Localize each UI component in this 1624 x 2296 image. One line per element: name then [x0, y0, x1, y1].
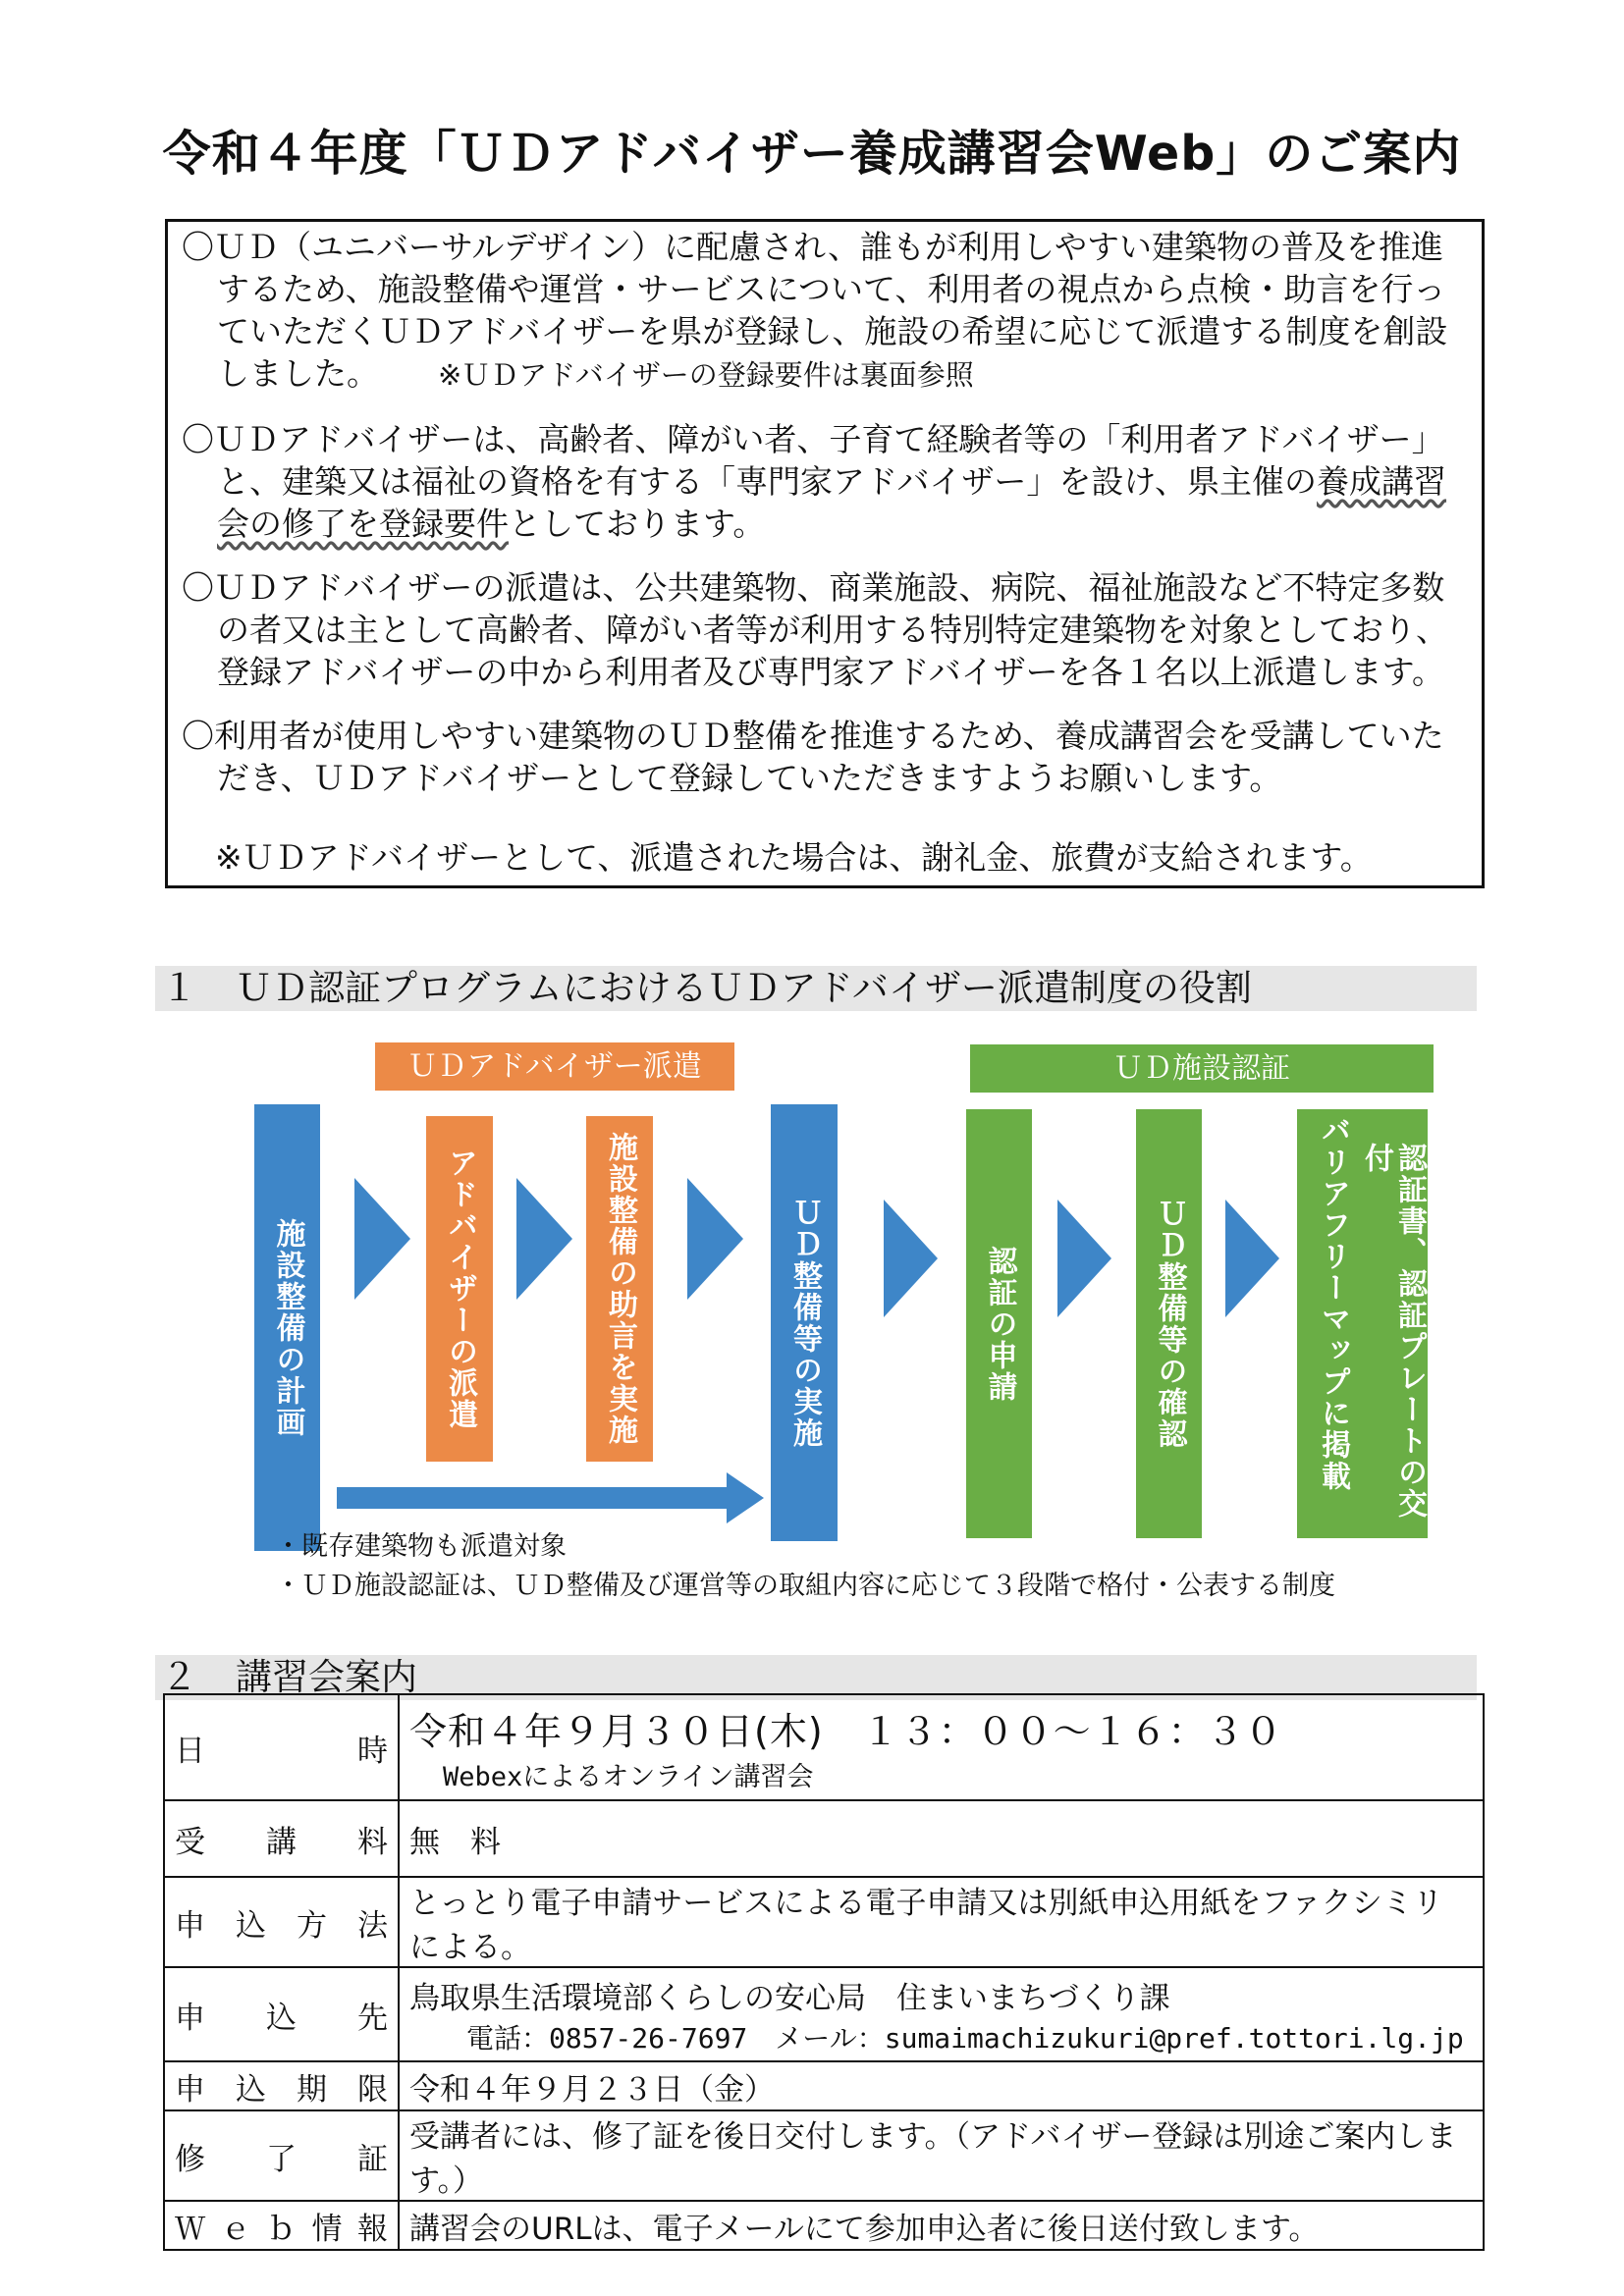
page-title: 令和４年度「ＵＤアドバイザー養成講習会Web」のご案内	[162, 126, 1462, 182]
destination-contact: 電話：0857-26-7697 メール：sumaimachizukuri@pref.tottori.lg.jp	[466, 2021, 1464, 2055]
long-arrow-icon	[337, 1472, 764, 1523]
label-deadline: 申 込 期 限	[164, 2061, 399, 2110]
intro-paragraph-1: 〇ＵＤ（ユニバーサルデザイン）に配慮され、誰もが利用しやすい建築物の普及を推進するため、施設整備や運営・サービスについて、利用者の視点から点検・助言を行っていただくＵＤアドバイザーを県が登録し、施設の希望に応じて派遣する制度を創設しました。 ※ＵＤアドバイザーの登録要件は裏面参照	[182, 228, 1448, 393]
value-date	[399, 1694, 1484, 1800]
section-1-title: ＵＤ認証プログラムにおけるＵＤアドバイザー派遣制度の役割	[236, 967, 1252, 1009]
value-fee: 無 料	[399, 1800, 1484, 1877]
intro-paragraph-4: 〇利用者が使用しやすい建築物のＵＤ整備を推進するため、養成講習会を受講していただき、ＵＤアドバイザーとして登録していただきますようお願いします。	[182, 717, 1444, 797]
note-existing-buildings: ・既存建築物も派遣対象	[275, 1531, 567, 1562]
section-2-title: 講習会案内	[236, 1656, 417, 1698]
table-row	[164, 1967, 1484, 2061]
table-row	[164, 1800, 1484, 1877]
chevron-arrow-icon	[516, 1178, 572, 1300]
underlined-requirement: 養成講習会の修了を登録要件	[217, 462, 1447, 543]
section-2-number: ２	[161, 1656, 197, 1698]
label-fee: 受 講 料	[164, 1800, 399, 1877]
value-deadline: 令和４年９月２３日（金）	[399, 2061, 1484, 2110]
label-date: 日 時	[164, 1694, 399, 1800]
step-cert-application: 認証の申請	[966, 1109, 1032, 1538]
value-destination	[399, 1967, 1484, 2061]
intro-paragraph-2: 〇ＵＤアドバイザーは、高齢者、障がい者、子育て経験者等の「利用者アドバイザー」と、建築又は福祉の資格を有する「専門家アドバイザー」を設け、県主催の養成講習会の修了を登録要件としております。	[182, 420, 1447, 543]
table-row	[164, 2201, 1484, 2250]
intro-final-note: ※ＵＤアドバイザーとして、派遣された場合は、謝礼金、旅費が支給されます。	[215, 838, 1373, 877]
table-row	[164, 1694, 1484, 1800]
chevron-arrow-icon	[1225, 1200, 1279, 1317]
table-row	[164, 2061, 1484, 2110]
section-1-number: １	[161, 967, 197, 1009]
label-certificate: 修 了 証	[164, 2110, 399, 2201]
seminar-info-table	[163, 1693, 1485, 2251]
value-certificate: 受講者には、修了証を後日交付します。（アドバイザー登録は別途ご案内します。）	[399, 2110, 1484, 2201]
table-row	[164, 2110, 1484, 2201]
value-web-info: 講習会のURLは、電子メールにて参加申込者に後日送付致します。	[399, 2201, 1484, 2250]
chevron-arrow-icon	[687, 1178, 743, 1300]
label-dispatch: ＵＤアドバイザー派遣	[375, 1042, 734, 1091]
destination-office: 鳥取県生活環境部くらしの安心局 住まいまちづくり課	[409, 1980, 1170, 2016]
step-barrier-free-map: バリアフリーマップに掲載	[1316, 1115, 1350, 1492]
flow-notes	[275, 1527, 1335, 1606]
step-ud-confirmation: ＵＤ整備等の確認	[1136, 1109, 1202, 1538]
label-web-info: Ｗｅｂ情報	[164, 2201, 399, 2250]
label-certification: ＵＤ施設認証	[970, 1044, 1434, 1093]
step-advisor-dispatch: アドバイザーの派遣	[426, 1116, 493, 1462]
chevron-arrow-icon	[884, 1200, 938, 1317]
step-facility-plan: 施設整備の計画	[254, 1104, 320, 1551]
chevron-arrow-icon	[1057, 1200, 1111, 1317]
value-method: とっとり電子申請サービスによる電子申請又は別紙申込用紙をファクシミリによる。	[399, 1877, 1484, 1967]
date-time: 令和４年９月３０日(木) １３：００～１６：３０	[409, 1710, 1283, 1753]
label-destination: 申 込 先	[164, 1967, 399, 2061]
intro-note: ※ＵＤアドバイザーの登録要件は裏面参照	[438, 358, 974, 392]
online-format: Webexによるオンライン講習会	[443, 1762, 814, 1792]
intro-paragraph-3: 〇ＵＤアドバイザーの派遣は、公共建築物、商業施設、病院、福祉施設など不特定多数の者又は主として高齢者、障がい者等が利用する特別特定建築物を対象としており、登録アドバイザーの中から利用者及び専門家アドバイザーを各１名以上派遣します。	[182, 568, 1448, 691]
step-advice: 施設整備の助言を実施	[586, 1116, 653, 1462]
note-certification-system: ・ＵＤ施設認証は、ＵＤ整備及び運営等の取組内容に応じて３段階で格付・公表する制度	[275, 1571, 1335, 1601]
step-cert-issue: 認証書、認証プレートの交付	[1359, 1143, 1427, 1520]
chevron-arrow-icon	[354, 1178, 410, 1300]
label-method: 申 込 方 法	[164, 1877, 399, 1967]
step-ud-implementation: ＵＤ整備等の実施	[771, 1104, 838, 1541]
table-row	[164, 1877, 1484, 1967]
